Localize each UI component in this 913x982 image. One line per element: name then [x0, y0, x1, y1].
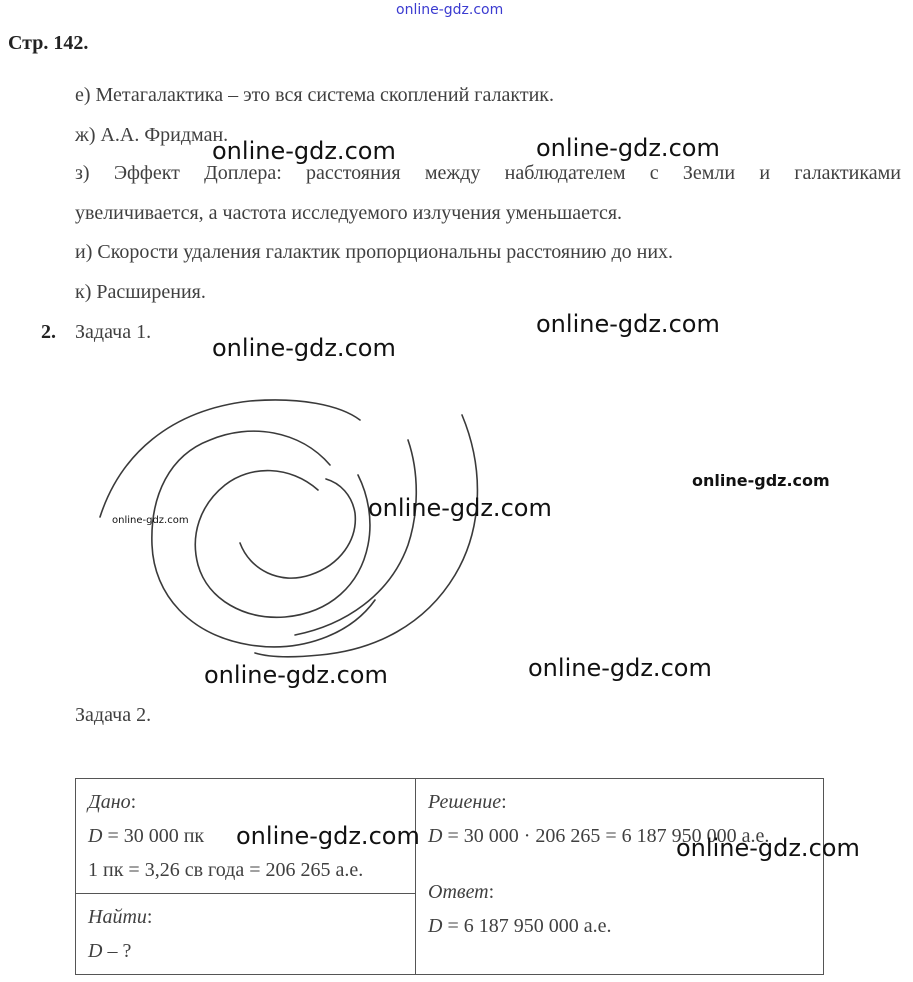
watermark-overlay: online-gdz.com	[536, 310, 720, 338]
galaxy-spiral-drawing	[90, 395, 510, 665]
answer-i: и) Скорости удаления галактик пропорциональны расстоянию до них.	[75, 241, 674, 263]
watermark-overlay: online-gdz.com	[204, 661, 388, 689]
watermark-overlay: online-gdz.com	[676, 834, 860, 862]
find-cell	[76, 894, 416, 975]
answer-e: е) Метагалактика – это вся система скоплений галактик.	[75, 84, 555, 106]
answer-value: = 6 187 950 000 а.е.	[442, 915, 612, 937]
solution-cell	[416, 779, 824, 975]
spiral-arm-core	[240, 479, 355, 578]
given-colon: :	[130, 791, 137, 813]
watermark-top: online-gdz.com	[396, 2, 504, 18]
spiral-arm-right	[295, 440, 416, 635]
answer-label: Ответ	[428, 881, 489, 903]
watermark-overlay: online-gdz.com	[236, 822, 420, 850]
task2-label: Задача 2.	[75, 704, 152, 726]
find-var: D	[88, 940, 103, 962]
spiral-arm-outer-left	[100, 400, 360, 517]
task1-label: Задача 1.	[75, 321, 152, 343]
answer-k: к) Расширения.	[75, 281, 206, 303]
given-conversion: 1 пк = 3,26 св года = 206 265 а.е.	[88, 859, 364, 881]
watermark-overlay: online-gdz.com	[212, 334, 396, 362]
answer-var: D	[428, 915, 443, 937]
find-colon: :	[146, 906, 153, 928]
spiral-arm-outer-right	[255, 415, 477, 657]
solution-table	[75, 778, 824, 975]
watermark-overlay: online-gdz.com	[528, 654, 712, 682]
watermark-overlay: online-gdz.com	[212, 137, 396, 165]
given-label: Дано	[88, 791, 131, 813]
solution-var: D	[428, 825, 443, 847]
watermark-overlay: online-gdz.com	[536, 134, 720, 162]
page-reference: Стр. 142.	[8, 32, 89, 54]
answer-z-line1: з) Эффект Доплера: расстояния между наблюдателем с Земли и галактиками	[75, 162, 901, 184]
find-question: – ?	[102, 940, 132, 962]
watermark-overlay: online-gdz.com	[112, 515, 189, 526]
spiral-arm-mid-left	[152, 431, 375, 647]
spiral-arm-inner-left	[195, 471, 370, 618]
find-label: Найти	[88, 906, 147, 928]
watermark-overlay: online-gdz.com	[368, 494, 552, 522]
solution-label: Решение	[428, 791, 502, 813]
given-d-value: = 30 000 пк	[102, 825, 205, 847]
answer-zh: ж) А.А. Фридман.	[75, 124, 229, 146]
given-d-var: D	[88, 825, 103, 847]
answer-z-line2: увеличивается, а частота исследуемого излучения уменьшается.	[75, 202, 623, 224]
watermark-overlay: online-gdz.com	[692, 471, 830, 490]
task-number: 2.	[41, 321, 56, 343]
solution-colon: :	[501, 791, 507, 813]
answer-colon: :	[488, 881, 495, 903]
solution-expression: = 30 000 · 206 265 = 6 187 950 000 а.е.	[442, 825, 770, 847]
